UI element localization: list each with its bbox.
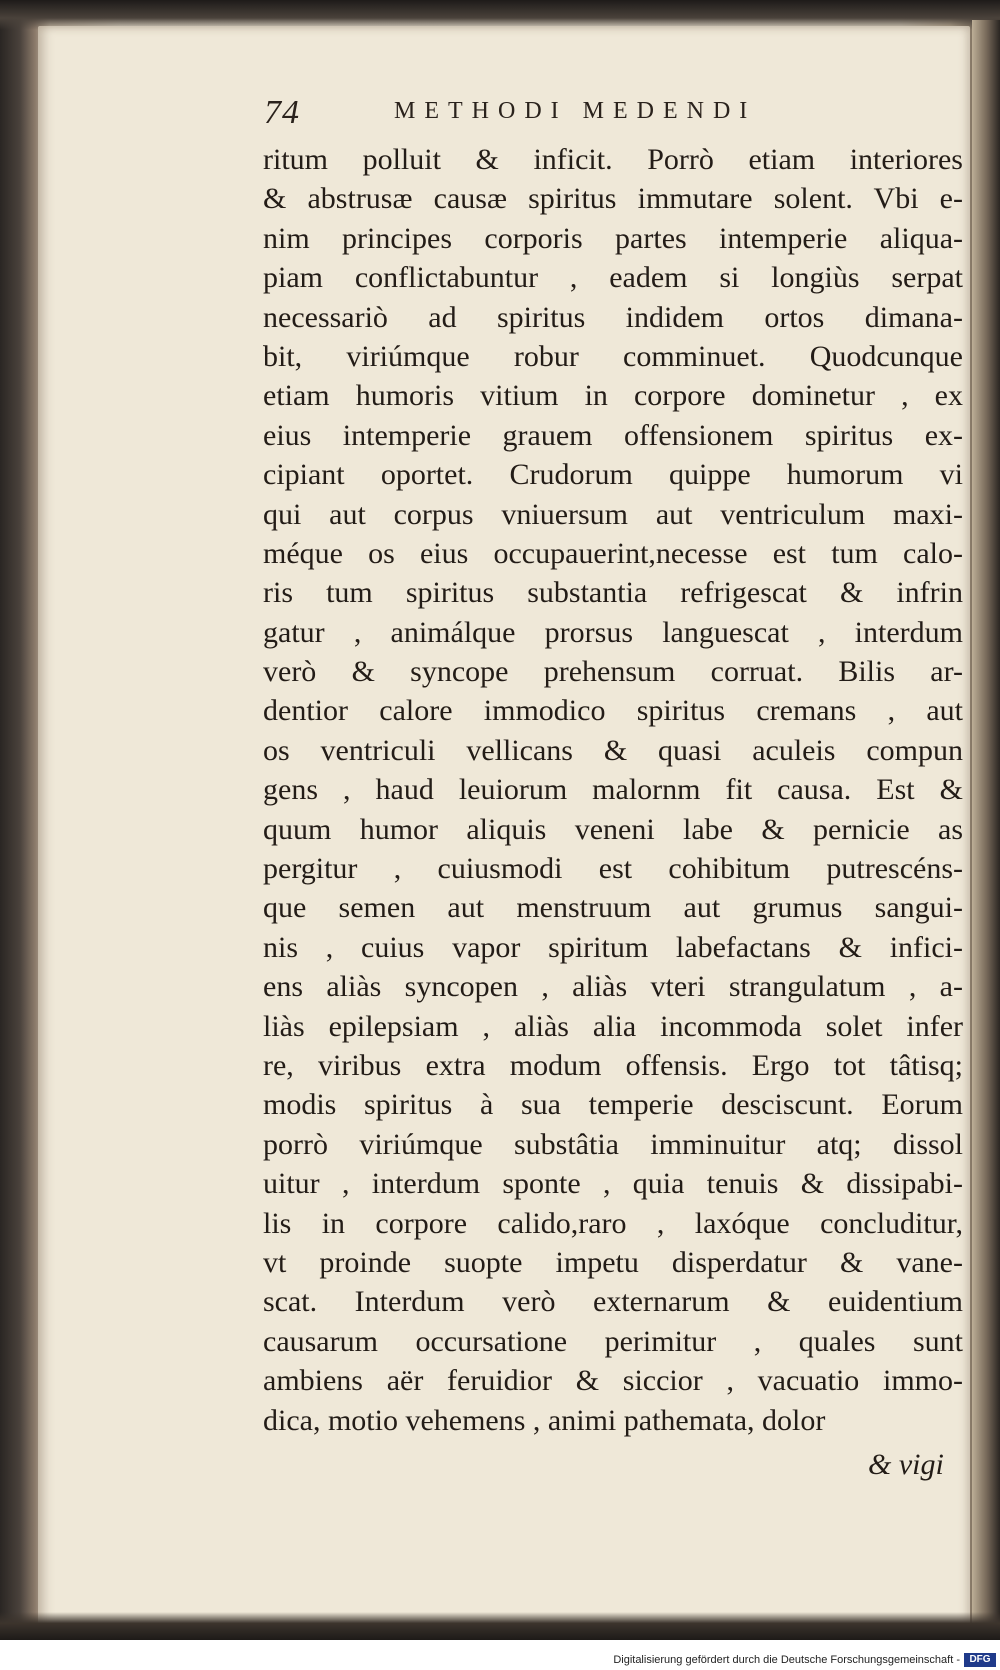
text-line: ritum polluit & inficit. Porrò etiam interiores (263, 143, 963, 176)
text-line: ens aliàs syncopen , aliàs vteri strangulatum , a- (263, 970, 963, 1004)
text-line: modis spiritus à sua temperie desciscunt. Eorum (263, 1088, 963, 1122)
text-line: ris tum spiritus substantia refrigescat & infrin (263, 576, 963, 610)
dfg-logo: DFG (964, 1653, 996, 1667)
funding-credit: Digitalisierung gefördert durch die Deutsche Forschungsgemeinschaft - (613, 1654, 960, 1666)
text-line: gens , haud leuiorum malornm fit causa. Est & (263, 773, 963, 807)
text-line: verò & syncope prehensum corruat. Bilis ar- (263, 655, 963, 689)
text-line: porrò viriúmque substâtia imminuitur atq; dissol (263, 1127, 963, 1161)
text-line: dica, motio vehemens , animi pathemata, dolor (263, 1403, 826, 1437)
text-line: uitur , interdum sponte , quia tenuis & dissipabi- (263, 1167, 963, 1201)
text-line: causarum occursatione perimitur , quales sunt (263, 1324, 963, 1358)
text-line: dentior calore immodico spiritus cremans , aut (263, 694, 963, 728)
text-line: gatur , animálque prorsus languescat , interdum (263, 615, 963, 649)
body-text (263, 140, 963, 1440)
text-line: lis in corpore calido,raro , laxóque concluditur, (263, 1206, 963, 1240)
page-header (264, 94, 964, 134)
text-line: necessariò ad spiritus indidem ortos dimana- (263, 300, 963, 334)
text-line: re, viribus extra modum offensis. Ergo tot tâtisq; (263, 1048, 963, 1082)
running-head: METHODI MEDENDI (394, 98, 757, 124)
text-line: & abstrusæ causæ spiritus immutare solent. Vbi e- (263, 182, 963, 216)
text-line: nis , cuius vapor spiritum labefactans & infici- (263, 930, 963, 964)
text-line: qui aut corpus vniuersum aut ventriculum maxi- (263, 497, 963, 531)
text-line: bit, viriúmque robur comminuet. Quodcunque (263, 339, 963, 373)
text-line: pergitur , cuiusmodi est cohibitum putrescéns- (263, 852, 963, 886)
text-line: ambiens aër feruidior & siccior , vacuatio immo- (263, 1364, 963, 1398)
text-line: eius intemperie grauem offensionem spiritus ex- (263, 418, 963, 452)
page-gutter-edge (972, 20, 1000, 1640)
text-line: vt proinde suopte impetu disperdatur & vane- (263, 1245, 963, 1279)
catchword: & vigi (868, 1448, 944, 1481)
digitization-footer (0, 1652, 1000, 1670)
scan-bottom-edge (0, 1612, 1000, 1640)
text-line: etiam humoris vitium in corpore dominetur , ex (263, 379, 963, 413)
text-line: nim principes corporis partes intemperie aliqua- (263, 221, 963, 255)
text-line: méque os eius occupauerint,necesse est tum calo- (263, 536, 963, 570)
text-line: os ventriculi vellicans & quasi aculeis compun (263, 733, 963, 767)
text-line: liàs epilepsiam , aliàs alia incommoda solet infer (263, 1009, 963, 1043)
text-line: scat. Interdum verò externarum & euidentium (263, 1285, 963, 1319)
text-line: que semen aut menstruum aut grumus sangui- (263, 891, 963, 925)
text-line: piam conflictabuntur , eadem si longiùs serpat (263, 261, 963, 295)
text-line: quum humor aliquis veneni labe & pernicie as (263, 812, 963, 846)
page-number: 74 (264, 94, 300, 131)
text-line: cipiant oportet. Crudorum quippe humorum vi (263, 458, 963, 492)
